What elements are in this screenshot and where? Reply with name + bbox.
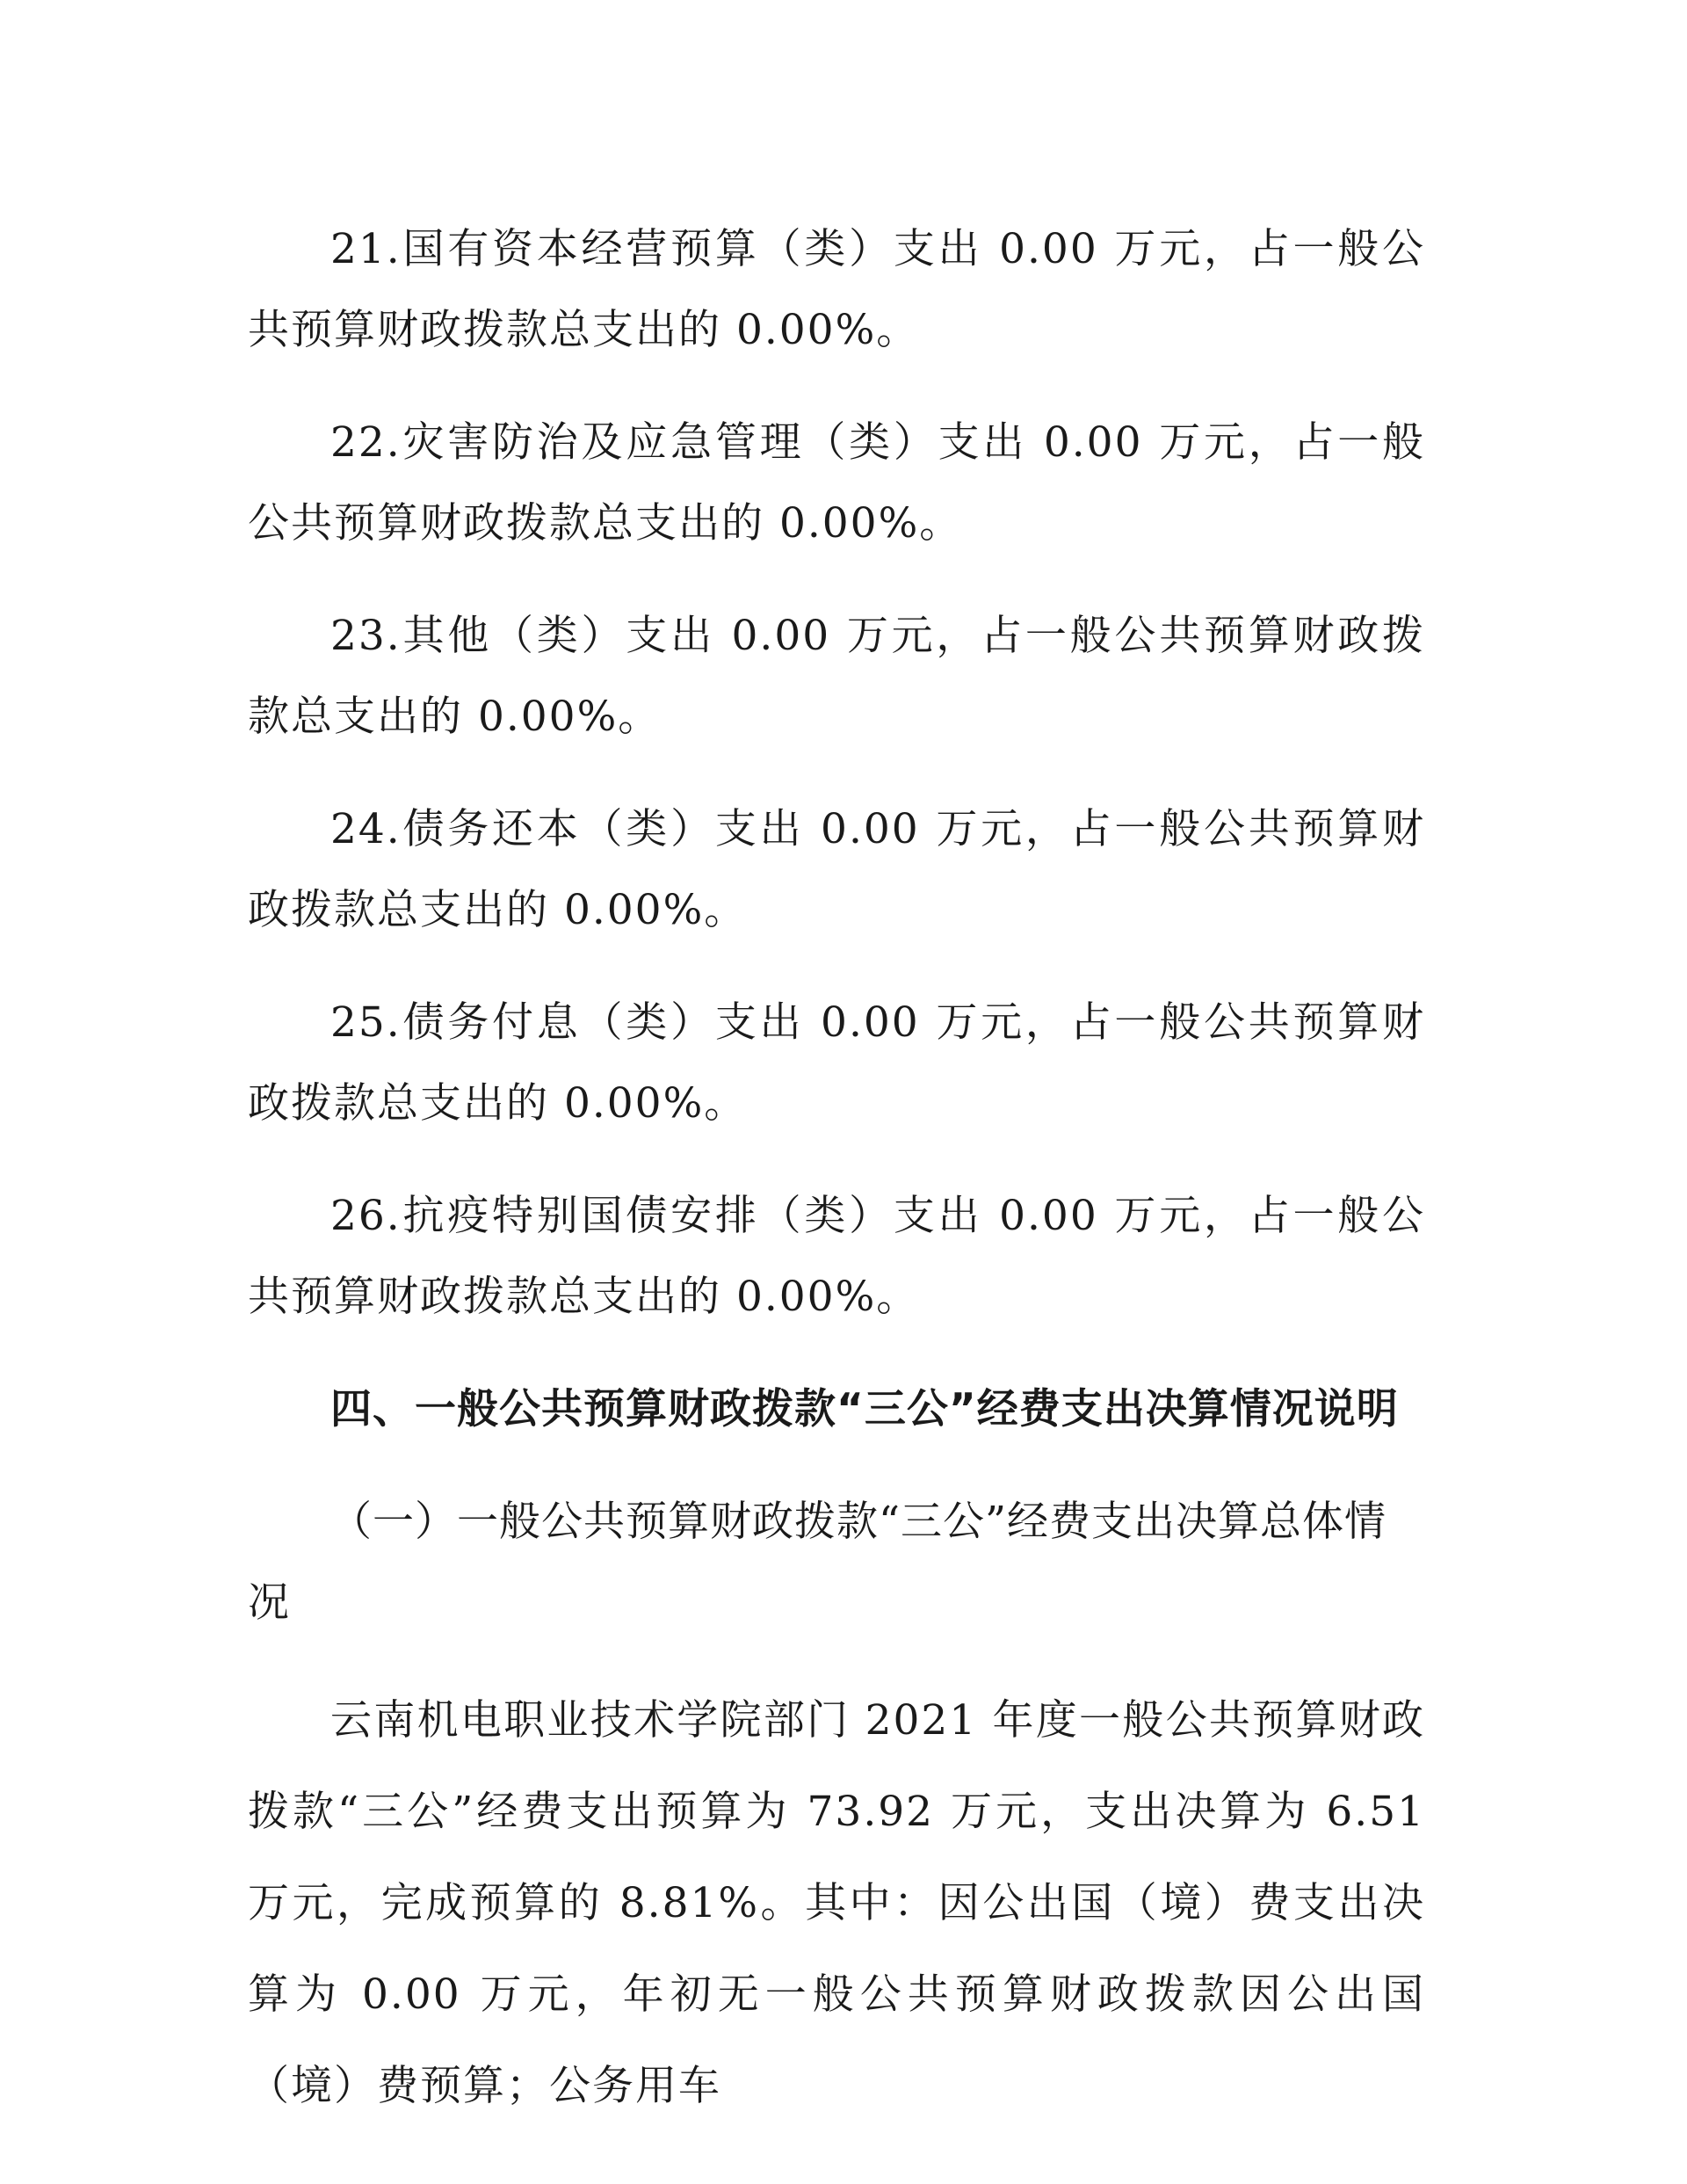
expenditure-item-23: 23.其他（类）支出 0.00 万元，占一般公共预算财政拨款总支出的 0.00%。 — [248, 612, 1425, 741]
section-heading: 四、一般公共预算财政拨款“三公”经费支出决算情况说明 — [330, 1385, 1399, 1433]
subsection-heading: （一）一般公共预算财政拨款“三公”经费支出决算总体情况 — [248, 1498, 1387, 1627]
expenditure-item-24: 24.债务还本（类）支出 0.00 万元，占一般公共预算财政拨款总支出的 0.00%。 — [248, 805, 1425, 934]
body-paragraph: 云南机电职业技术学院部门 2021 年度一般公共预算财政拨款“三公”经费支出预算为 73.92 万元，支出决算为 6.51 万元，完成预算的 8.81%。其中：因公出国（境）费支出决算为 0.00 万元，年初无一般公共预算财政拨款因公出国（境）费预算；公务用车 — [248, 1696, 1425, 2110]
expenditure-item-22: 22.灾害防治及应急管理（类）支出 0.00 万元，占一般公共预算财政拨款总支出的 0.00%。 — [248, 418, 1425, 548]
expenditure-item-26: 26.抗疫特别国债安排（类）支出 0.00 万元，占一般公共预算财政拨款总支出的 0.00%。 — [248, 1192, 1425, 1321]
expenditure-item-21: 21.国有资本经营预算（类）支出 0.00 万元，占一般公共预算财政拨款总支出的 0.00%。 — [248, 225, 1425, 354]
expenditure-item-25: 25.债务付息（类）支出 0.00 万元，占一般公共预算财政拨款总支出的 0.00%。 — [248, 998, 1425, 1128]
document-page — [248, 209, 1425, 2132]
